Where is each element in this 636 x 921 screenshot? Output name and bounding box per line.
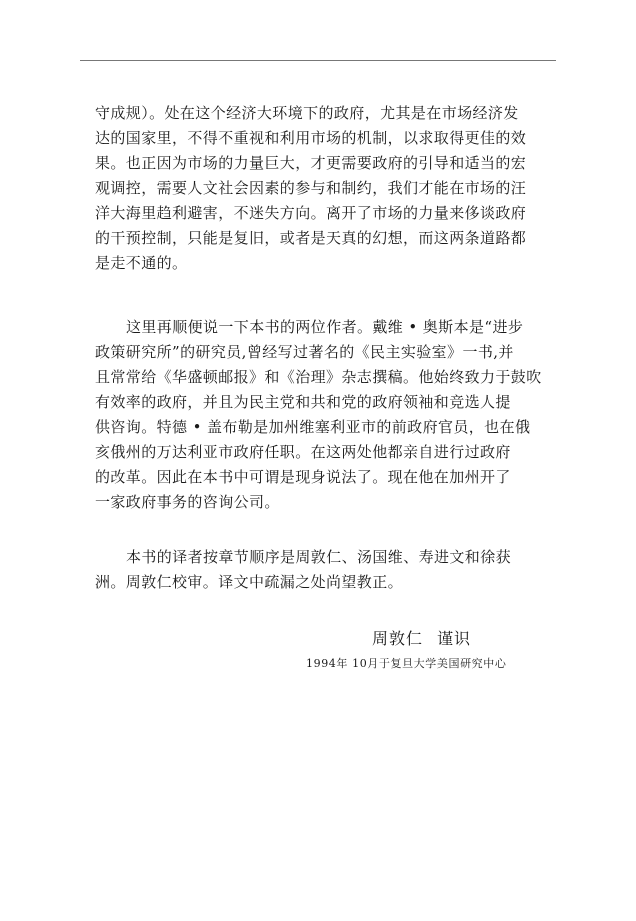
paragraph-line: 政策研究所”的研究员,曾经写过著名的《民主实验室》一书,并 xyxy=(95,343,514,361)
paragraph-line: 供咨询。特德 • 盖布勒是加州维塞利亚市的前政府官员，也在俄 xyxy=(95,418,531,436)
header-rule xyxy=(80,60,556,61)
paragraph-line: 守成规）。处在这个经济大环境下的政府，尤其是在市场经济发 xyxy=(95,104,519,122)
paragraph-line: 的改革。因此在本书中可谓是现身说法了。现在他在加州开了 xyxy=(95,468,511,486)
paragraph-line: 且常常给《华盛顿邮报》和《治理》杂志撰稿。他始终致力于鼓吹 xyxy=(95,368,542,386)
paragraph-line: 亥俄州的万达利亚市政府任职。在这两处他都亲自进行过政府 xyxy=(95,443,511,461)
paragraph-line: 本书的译者按章节顺序是周敦仁、汤国维、寿进文和徐获 xyxy=(126,548,512,566)
paragraph-line: 这里再顺便说一下本书的两位作者。戴维 • 奥斯本是“进步 xyxy=(126,318,524,336)
signature-name: 周敦仁 xyxy=(372,629,424,648)
paragraph-line: 有效率的政府，并且为民主党和共和党的政府领袖和竞选人提 xyxy=(95,393,511,411)
paragraph-line: 的干预控制，只能是复旧，或者是天真的幻想，而这两条道路都 xyxy=(95,229,527,247)
paragraph-line: 是走不通的。 xyxy=(95,254,188,272)
signature xyxy=(372,626,471,649)
paragraph-line: 洲。周敦仁校审。译文中疏漏之处尚望教正。 xyxy=(95,573,404,591)
paragraph-line: 达的国家里，不得不重视和利用市场的机制，以求取得更佳的效 xyxy=(95,129,527,147)
paragraph-line: 果。也正因为市场的力量巨大，才更需要政府的引导和适当的宏 xyxy=(95,154,527,172)
paragraph-translators xyxy=(95,545,550,595)
paragraph-line: 一家政府事务的咨询公司。 xyxy=(95,493,280,511)
paragraph-line: 观调控，需要人文社会因素的参与和制约，我们才能在市场的汪 xyxy=(95,179,527,197)
paragraph-line: 洋大海里趋利避害，不迷失方向。离开了市场的力量来侈谈政府 xyxy=(95,204,527,222)
date-line: 1994年 10月于复旦大学美国研究中心 xyxy=(306,657,507,670)
signature-suffix: 谨识 xyxy=(437,629,472,648)
paragraph-market xyxy=(95,101,550,276)
paragraph-authors xyxy=(95,315,550,515)
